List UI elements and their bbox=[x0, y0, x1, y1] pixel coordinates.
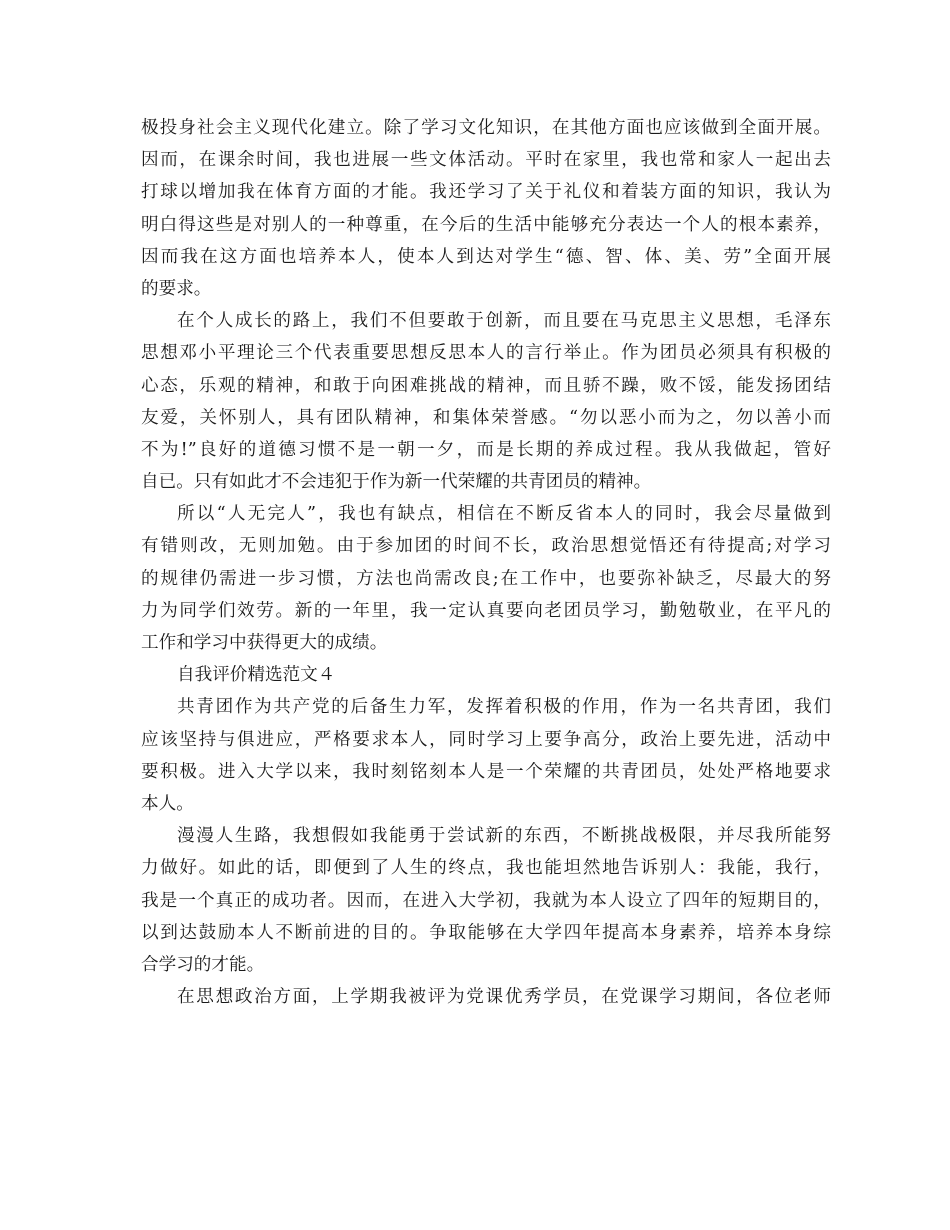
document-body bbox=[141, 112, 831, 1013]
text-line: 本人。 bbox=[141, 793, 194, 814]
paragraph bbox=[141, 691, 831, 820]
text-line: 心态，乐观的精神，和敢于向困难挑战的精神，而且骄不躁，败不馁，能发扬团结 bbox=[141, 375, 831, 396]
text-line: 极投身社会主义现代化建立。除了学习文化知识，在其他方面也应该做到全面开展。 bbox=[141, 118, 831, 138]
text-line: 应该坚持与俱进应，严格要求本人，同时学习上要争高分，政治上要先进，活动中 bbox=[141, 729, 831, 750]
text-line: 力为同学们效劳。新的一年里，我一定认真要向老团员学习，勤勉敬业，在平凡的 bbox=[141, 600, 831, 621]
heading-text: 自我评价精选范文４ bbox=[177, 665, 336, 686]
text-line: 力做好。如此的话，即便到了人生的终点，我也能坦然地告诉别人：我能，我行， bbox=[141, 858, 831, 879]
text-line: 自已。只有如此才不会违犯于作为新一代荣耀的共青团员的精神。 bbox=[141, 472, 652, 493]
text-line: 的规律仍需进一步习惯，方法也尚需改良;在工作中，也要弥补缺乏，尽最大的努 bbox=[141, 568, 831, 589]
text-line: 我是一个真正的成功者。因而，在进入大学初，我就为本人设立了四年的短期目的， bbox=[141, 890, 831, 911]
text-line: 思想邓小平理论三个代表重要思想反思本人的言行举止。作为团员必须具有积极的 bbox=[141, 343, 831, 364]
section-heading bbox=[141, 659, 831, 691]
text-line: 共青团作为共产党的后备生力军，发挥着积极的作用，作为一名共青团，我们 bbox=[177, 697, 831, 718]
paragraph bbox=[141, 820, 831, 981]
text-line: 有错则改，无则加勉。由于参加团的时间不长，政治思想觉悟还有待提高;对学习 bbox=[141, 536, 831, 557]
text-line: 打球以增加我在体育方面的才能。我还学习了关于礼仪和着装方面的知识，我认为 bbox=[141, 182, 831, 203]
text-line: 因而我在这方面也培养本人，使本人到达对学生“德、智、体、美、劳”全面开展 bbox=[141, 246, 831, 267]
paragraph bbox=[141, 305, 831, 498]
text-line: 以到达鼓励本人不断前进的目的。争取能够在大学四年提高本身素养，培养本身综 bbox=[141, 922, 831, 943]
text-line: 要积极。进入大学以来，我时刻铭刻本人是一个荣耀的共青团员，处处严格地要求 bbox=[141, 761, 831, 782]
text-line: 合学习的才能。 bbox=[141, 954, 265, 975]
text-line: 在思想政治方面，上学期我被评为党课优秀学员，在党课学习期间，各位老师 bbox=[177, 987, 831, 1008]
text-line: 的要求。 bbox=[141, 278, 212, 299]
text-line: 在个人成长的路上，我们不但要敢于创新，而且要在马克思主义思想，毛泽东 bbox=[177, 311, 831, 332]
text-line: 漫漫人生路，我想假如我能勇于尝试新的东西，不断挑战极限，并尽我所能努 bbox=[177, 826, 831, 847]
text-line: 明白得这些是对别人的一种尊重，在今后的生活中能够充分表达一个人的根本素养， bbox=[141, 214, 831, 235]
text-line: 所以“人无完人”，我也有缺点，相信在不断反省本人的同时，我会尽量做到 bbox=[177, 504, 831, 525]
text-line: 友爱，关怀别人，具有团队精神，和集体荣誉感。“勿以恶小而为之，勿以善小而 bbox=[141, 407, 831, 428]
text-line: 工作和学习中获得更大的成绩。 bbox=[141, 633, 388, 653]
paragraph bbox=[141, 498, 831, 659]
paragraph bbox=[141, 112, 831, 305]
paragraph bbox=[141, 981, 831, 1013]
text-line: 不为!”良好的道德习惯不是一朝一夕，而是长期的养成过程。我从我做起，管好 bbox=[141, 439, 831, 460]
text-line: 因而，在课余时间，我也进展一些文体活动。平时在家里，我也常和家人一起出去 bbox=[141, 150, 831, 171]
